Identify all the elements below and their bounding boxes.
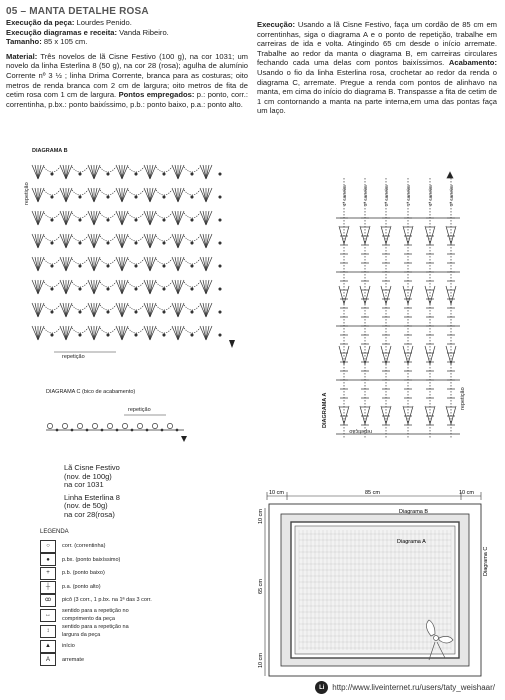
vertical-arrow-icon: ↕: [40, 625, 56, 638]
size-line: Tamanho: 85 x 105 cm.: [6, 37, 88, 47]
row-label: 2ª carreira: [384, 185, 389, 206]
single-crochet-icon: +: [40, 567, 56, 580]
label-diagram-a: Diagrama A: [397, 539, 426, 545]
fasten-off-icon: A: [40, 653, 56, 666]
legend-item: ● p.bx. (ponto baixíssimo): [40, 553, 190, 567]
row-label: 4ª carreira: [428, 185, 433, 206]
picot-icon: ꝏ: [40, 594, 56, 607]
watermark-url: http://www.liveinternet.ru/users/taty_weishaar/: [332, 683, 495, 692]
dim-left-bottom: 10 cm: [258, 653, 264, 668]
dim-top-right: 10 cm: [459, 490, 474, 496]
dim-top-left: 10 cm: [269, 490, 284, 496]
legend-item: A arremate: [40, 653, 190, 667]
blanket-schematic: [255, 486, 495, 686]
watermark: [315, 681, 495, 694]
diagram-c-title: DIAGRAMA C (bico de acabamento): [46, 389, 136, 395]
legend-item: ꝏ picô (3 corr., 1 p.bx. na 1ª das 3 corr.: [40, 594, 190, 608]
dim-top-mid: 85 cm: [365, 490, 380, 496]
liveinternet-logo: Li: [315, 681, 328, 694]
slip-stitch-icon: ●: [40, 553, 56, 566]
start-triangle-icon: ▲: [40, 640, 56, 653]
legend-item: + p.b. (ponto baixo): [40, 567, 190, 581]
row-label: 3ª carreira: [449, 185, 454, 206]
credit-line: Execução da peça: Lourdes Penido.: [6, 18, 132, 27]
diagram-a-repeat: repetição: [460, 387, 466, 410]
diagram-b-repeat-vertical: repetição: [24, 182, 30, 205]
dim-left-mid: 65 cm: [258, 579, 264, 594]
diagram-c: [44, 398, 194, 443]
diagram-b-stitches: [32, 165, 221, 340]
diagram-c-stitches: [46, 423, 184, 431]
diagram-c-repeat: repetição: [128, 407, 151, 413]
left-text-column: [6, 6, 248, 109]
legend-item: ↕ sentido para a repetição na largura da peça: [40, 623, 190, 639]
row-label: 4ª carreira: [342, 185, 347, 206]
horizontal-arrow-icon: ↔: [40, 609, 56, 622]
legend-item: ┼ p.a. (ponto alto): [40, 580, 190, 594]
diagram-a-title: DIAGRAMA A: [322, 392, 328, 428]
row-label: 3ª carreira: [363, 185, 368, 206]
legend-title: LEGENDA: [40, 529, 69, 535]
label-diagram-b: Diagrama B: [399, 509, 429, 515]
diagram-b-title: DIAGRAMA B: [32, 148, 68, 154]
legend-item: ↔ sentido para a repetição no comprimento da peça: [40, 607, 190, 623]
row-label: 1ª carreira: [406, 185, 411, 206]
article-title: 05 – MANTA DETALHE ROSA: [6, 6, 149, 17]
label-diagram-c: Diagrama C: [483, 546, 489, 576]
double-crochet-icon: ┼: [40, 581, 56, 594]
legend-item: ▲ início: [40, 639, 190, 653]
diagram-b: [24, 155, 244, 365]
diagram-a-stitches: [336, 172, 460, 438]
chain-icon: ○: [40, 540, 56, 553]
diagram-a: [322, 148, 482, 448]
legend-item: ○ corr. (correntinha): [40, 540, 190, 554]
dim-left-top: 10 cm: [258, 509, 264, 524]
diagram-b-repeat-horizontal: repetição: [62, 354, 85, 360]
yarn-info: Lã Cisne Festivo (nov. de 100g) na cor 1031 Linha Esterlina 8 (nov. de 50g) na cor 28(rosa): [64, 463, 120, 519]
credit-line: Execução diagramas e receita: Vanda Ribeiro.: [6, 27, 169, 37]
right-text-column: [257, 20, 497, 116]
diagram-a-repeat-upside: repetição: [349, 428, 372, 434]
legend: [40, 528, 190, 667]
material-paragraph: Material: Três novelos de lã Cisne Festivo (100 g), na cor 1031; um novelo da linha Esterlina 8 (50 g), na cor 28 (rosa); agulha de alumínio Corrente nº 3 ½ ; linha Drima Corrente, branca para as costuras; oito metros de renda branca com 2 cm de largura; oito metros de fita de cetim rosa com 1 cm de largura. Pontos empregados: p.: ponto, corr.: correntinha, p.bx.: ponto baixíssimo, p.b.: ponto baixo, p.a.: ponto alto.: [6, 51, 248, 109]
execution-paragraph: Execução: Usando a lã Cisne Festivo, faça um cordão de 85 cm em correntinhas, siga o diagrama A e o ponto de repetição, trabalhe em carreiras de ida e volta. Atingindo 65 cm desde o início arremate. Trabalhe ao redor da manta o diagrama B, em carreiras circulares fechando cada uma delas com pontos baixíssimos. Acabamento: Usando o fio da linha Esterlina rosa, crochetar ao redor da renda o diagrama C, arremate. Pregue a renda com pontos de alinhavo na manta, em cima do início do diagrama B. Transpasse a fita de cetim de 1 cm contornando a manta na parte interna,em uma das pontas faça um laço.: [257, 20, 497, 116]
